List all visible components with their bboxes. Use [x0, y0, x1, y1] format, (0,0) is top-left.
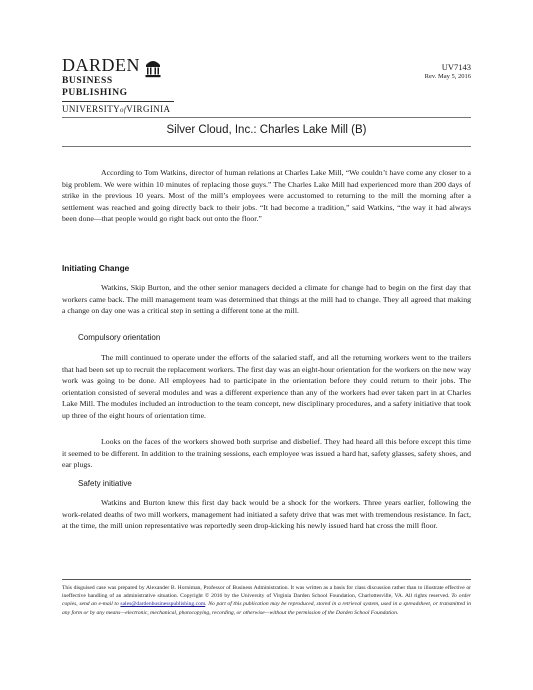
logo-divider	[62, 101, 174, 102]
logo-of-word: of	[120, 106, 127, 114]
case-title: Silver Cloud, Inc.: Charles Lake Mill (B)	[166, 124, 367, 136]
logo-university-text	[62, 104, 172, 116]
footnote-order-text: To order copies, send an e-mail to	[62, 593, 471, 608]
logo-virginia-word: VIRGINIA	[126, 104, 171, 114]
paragraph-workers-reaction: Looks on the faces of the workers showed both surprise and disbelief. They had heard all this before except this time it seemed to be different. In addition to the training sessions, each employee was issued a hard hat, safety glasses, safety shoes, and ear plugs.	[62, 437, 471, 469]
logo-darden-text: DARDEN	[62, 55, 140, 75]
case-number: UV7143	[441, 62, 471, 72]
sales-email-link[interactable]: sales@dardenbusinesspublishing.com	[120, 601, 206, 608]
paragraph-orientation: The mill continued to operate under the efforts of the salaried staff, and all the returning workers went to the trailers that had been set up to recruit the replacement workers. The first day was an eight-hour orientation for the workers on the new way work was going to be done. All employees had to participate in the orientation before they could return to their jobs. The orientation consisted of several modules and was a different experience than any of the workers had ever taken part in at Charles Lake Mill. The modules included an introduction to the team concept, new disciplinary procedures, and a safety initiative that took up three of the eight hours of orientation time.	[62, 353, 471, 420]
logo-business-publishing-text: BUSINESS PUBLISHING	[62, 76, 128, 98]
title-bottom-rule	[62, 146, 471, 147]
footnote-copyright-text: This disguised case was prepared by Alexander B. Horniman, Professor of Business Administration. It was written as a basis for class discussion rather than to illustrate effective or ineffective handling of an administrative situation. Copyright © 2016 by the University of Virginia Darden School Foundation, Charlottesville, VA. All rights reserved.	[62, 585, 471, 600]
rotunda-icon	[145, 56, 161, 78]
heading-compulsory-orientation: Compulsory orientation	[78, 333, 161, 342]
paragraph-intro: According to Tom Watkins, director of human relations at Charles Lake Mill, “We couldn’t have come any closer to a big problem. We were within 10 minutes of replacing those guys.” The Charles Lake Mill had experienced more than 200 days of strike in the previous 10 years. Most of the mill’s employees were accustomed to returning to the mill the morning after a settlement was reached and going directly back to their jobs. “It had become a tradition,” said Watkins, “the way it had always been done—that people would go right back out onto the floor.”	[62, 168, 471, 223]
paragraph-climate-for-change: Watkins, Skip Burton, and the other senior managers decided a climate for change had to begin on the first day that workers came back. The mill management team was determined that things at the mill had to change. They all agreed that making a change on day one was a critical step in setting a different tone at the mill.	[62, 283, 471, 315]
copyright-footnote: This disguised case was prepared by Alexander B. Horniman, Professor of Business Administration. It was written as a basis for class discussion rather than to illustrate effective or ineffective handling of an administrative situation. Copyright © 2016 by the University of Virginia Darden School Foundation, Charlottesville, VA. All rights reserved. To order copies, send an e-mail to sales@dardenbusinesspublishing.com. No part of this publication may be reproduced, stored in a retrieval system, used in a spreadsheet, or transmitted in any form or by any means—electronic, mechanical, photocopying, recording, or otherwise—without the permission of the Darden School Foundation.	[62, 585, 471, 616]
case-number-block	[425, 62, 471, 81]
footnote-rights-text: No part of this publication may be reproduced, stored in a retrieval system, used in a spreadsheet, or transmitted in any form or by any means—electronic, mechanical, photocopying, recording, or otherwise—without the permission of the Darden School Foundation.	[62, 601, 471, 616]
logo-university-word: UNIVERSITY	[62, 104, 120, 114]
heading-initiating-change: Initiating Change	[62, 263, 130, 273]
footnote-rule	[62, 579, 471, 580]
paragraph-safety-drive: Watkins and Burton knew this first day back would be a shock for the workers. Three years earlier, following the work-related deaths of two mill workers, management had initiated a safety drive that was met with tremendous resistance. In fact, at the time, the mill union representative was reportedly seen drop-kicking his newly issued hard hat cross the mill floor.	[62, 498, 471, 530]
title-top-rule	[62, 117, 471, 118]
heading-safety-initiative: Safety initiative	[78, 479, 132, 488]
revision-date: Rev. May 5, 2016	[424, 73, 471, 80]
